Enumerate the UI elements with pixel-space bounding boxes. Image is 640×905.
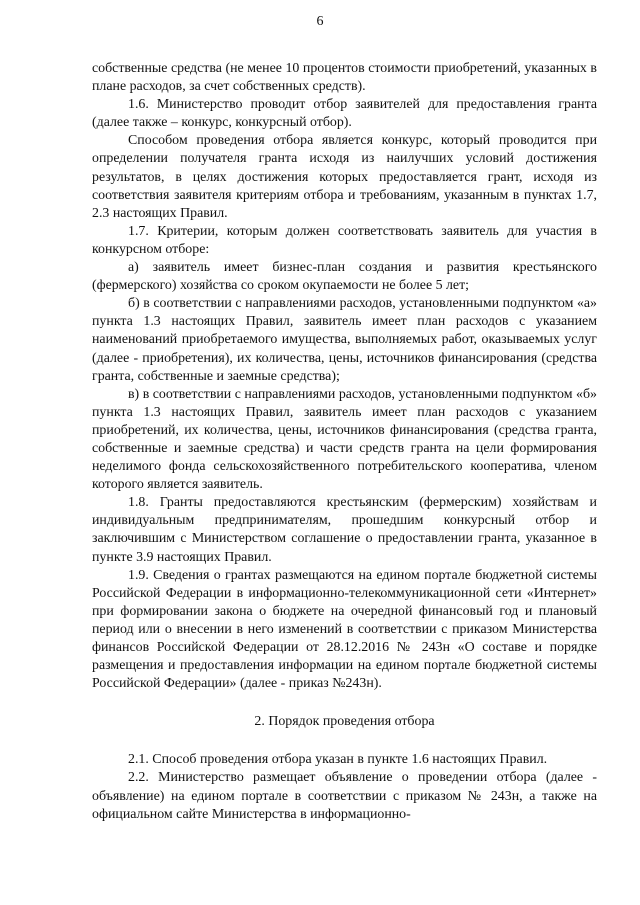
paragraph-1-9: 1.9. Сведения о грантах размещаются на едином портале бюджетной системы Российской Федерации в информационно-телекоммуникационной сети «Интернет» при формировании закона о бюджете на очередной финансовый год и плановый период или о внесении в него изменений в соответствии с приказом Министерства финансов Российской Федерации от 28.12.2016 № 243н «О составе и порядке размещения и предоставления информации на едином портале бюджетной системы Российской Федерации» (далее - приказ №243н).: [92, 567, 597, 692]
paragraph-1-8: 1.8. Гранты предоставляются крестьянским (фермерским) хозяйствам и индивидуальным предпринимателям, прошедшим конкурсный отбор и заключившим с Министерством соглашение о предоставлении гранта, указанное в пункте 3.9 настоящих Правил.: [92, 495, 597, 565]
document-body: [92, 60, 597, 824]
paragraph-selection-method: Способом проведения отбора является конкурс, который проводится при определении получателя гранта исходя из наилучших условий достижения результатов, в целях достижения которых предоставляется грант, исходя из соответствия заявителя критериям отбора и требованиям, указанным в пунктах 1.7, 2.3 настоящих Правил.: [92, 133, 597, 221]
paragraph-1-7-b: б) в соответствии с направлениями расходов, установленными подпунктом «а» пункта 1.3 настоящих Правил, заявитель имеет план расходов с указанием наименований приобретаемого имущества, выполняемых работ, оказываемых услуг (далее - приобретения), их количества, цены, источников финансирования (средства гранта, собственные и заемные средства);: [92, 296, 597, 384]
paragraph-1-7-a: а) заявитель имеет бизнес-план создания и развития крестьянского (фермерского) хозяйства со сроком окупаемости не более 5 лет;: [92, 260, 597, 294]
paragraph-1-6: 1.6. Министерство проводит отбор заявителей для предоставления гранта (далее также – конкурс, конкурсный отбор).: [92, 97, 597, 131]
paragraph-1-7-v: в) в соответствии с направлениями расходов, установленными подпунктом «б» пункта 1.3 настоящих Правил, заявитель имеет план расходов с указанием приобретений, их количества, цены, источников финансирования (средства гранта, собственные и заемные средства) и части средств гранта на цели формирования неделимого фонда сельскохозяйственного потребительского кооператива, членом которого является заявитель.: [92, 386, 597, 493]
section-heading: 2. Порядок проведения отбора: [254, 714, 435, 730]
page-number: 6: [316, 14, 324, 29]
paragraph-1-7: 1.7. Критерии, которым должен соответствовать заявитель для участия в конкурсном отборе:: [92, 223, 597, 257]
paragraph-2-2: 2.2. Министерство размещает объявление о проведении отбора (далее - объявление) на едином портале в соответствии с приказом № 243н, а также на официальном сайте Министерства в информационно-: [92, 770, 597, 822]
paragraph-continuation: собственные средства (не менее 10 процентов стоимости приобретений, указанных в плане расходов, за счет собственных средств).: [92, 61, 597, 95]
paragraph-2-1: 2.1. Способ проведения отбора указан в пункте 1.6 настоящих Правил.: [128, 752, 548, 768]
